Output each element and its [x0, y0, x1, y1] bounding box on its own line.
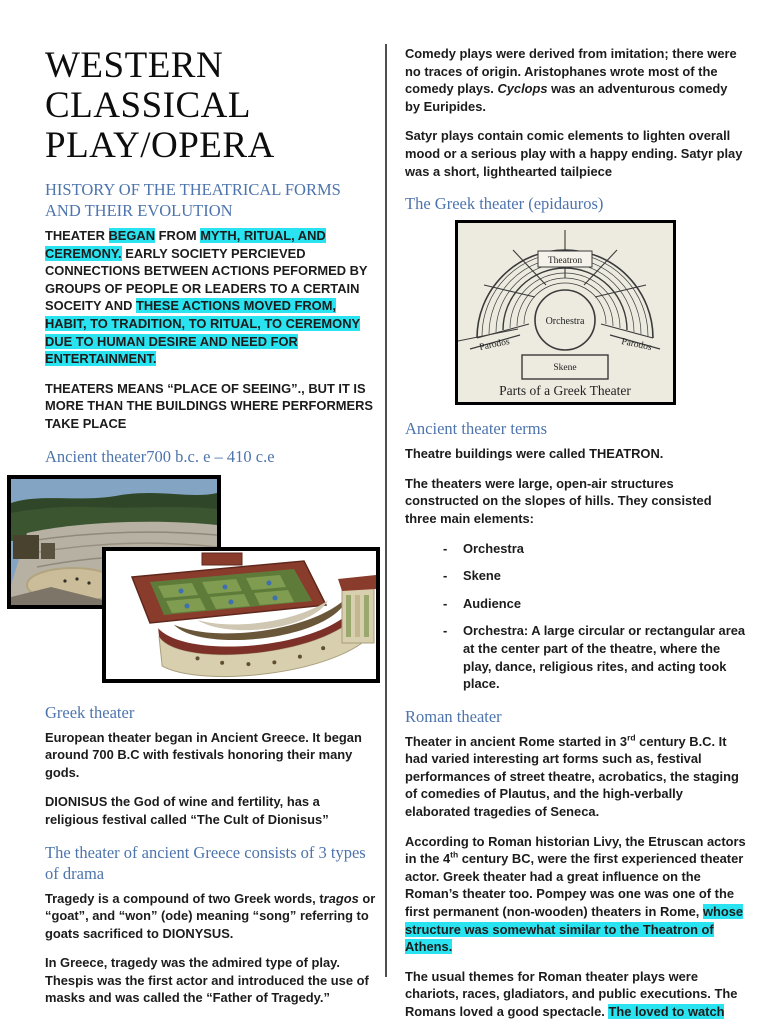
left-column-blocks — [45, 179, 377, 1007]
text-run: Tragedy is a compound of two Greek words, t — [45, 890, 324, 906]
text-run: or “goat”, and “won” (ode) meaning “song” referring to goats sacrificed to DIONYSUS. — [45, 890, 376, 941]
highlighted-text: BEGAN — [108, 228, 156, 243]
text-run: Theatre buildings were called THEATRON. — [405, 446, 664, 462]
diagram-label-orchestra: Orchestra — [545, 316, 585, 328]
roman-theater-3d-model — [102, 547, 380, 683]
paragraph-theater-began — [45, 227, 377, 368]
elements-list — [405, 540, 746, 693]
text-run: The theaters were large, open-air structures constructed on the slopes of hills. They consisted three main elements: — [405, 475, 712, 526]
paragraph-theaters-means — [45, 380, 377, 433]
heading-three-types-drama: The theater of ancient Greece consists of 3 types of drama — [45, 842, 366, 883]
left-column — [45, 46, 377, 1019]
text-run: Comedy plays were derived from imitation; there were no traces of origin. Aristophanes wrote most of the comedy plays. — [405, 46, 737, 97]
heading-history: HISTORY OF THE THEATRICAL FORMS AND THEIR EVOLUTION — [45, 180, 341, 220]
text-run: The usual themes for Roman theater plays were chariots, races, gladiators, and public executions. The Romans loved a good spectacle. — [405, 968, 738, 1019]
paragraph-rome-started — [405, 733, 746, 821]
paragraph-european-theater — [45, 729, 377, 782]
text-run: THEATER — [45, 228, 109, 243]
dash-bullet-icon: - — [443, 623, 448, 639]
roman-theater-3d-art — [106, 551, 376, 679]
paragraph-usual-themes — [405, 968, 746, 1021]
text-run: Theater in ancient Rome started in 3 — [405, 733, 628, 749]
diagram-label-parodos-right: Parodos — [620, 337, 653, 354]
diagram-caption: Parts of a Greek Theater — [499, 383, 631, 399]
highlighted-text: THESE ACTIONS MOVED FROM, HABIT, TO TRADITION, TO RITUAL, TO CEREMONY DUE TO HUMAN DESIRE AND NEED FOR ENTERTAINMENT. — [45, 298, 361, 367]
text-run: was an adventurous comedy by Euripides. — [405, 81, 728, 114]
bullet-text: Orchestra — [463, 540, 524, 556]
paragraph-thespis — [45, 954, 377, 1007]
dash-bullet-icon: - — [443, 595, 448, 611]
bullet-item — [443, 595, 746, 613]
diagram-label-theatron: Theatron — [547, 256, 583, 267]
text-run: DIONISUS the God of wine and fertility, has a religious festival called “The Cult of Dionisus” — [45, 794, 329, 827]
text-run: THEATERS MEANS “PLACE OF SEEING”., BUT IT IS MORE THAN THE BUILDINGS WHERE PERFORMERS TAKE PLACE — [45, 380, 373, 431]
highlighted-text: The loved to watch — [608, 1004, 725, 1019]
heading-ancient-theater: Ancient theater700 b.c. e – 410 c.e — [45, 446, 275, 466]
paragraph-comedy-plays — [405, 45, 746, 115]
paragraph-satyr-plays — [405, 127, 746, 180]
text-run: rd — [627, 732, 636, 743]
document-title: WESTERN CLASSICAL PLAY/OPERA — [45, 45, 275, 166]
bullet-text: Skene — [463, 568, 501, 584]
heading-roman-theater: Roman theater — [405, 706, 502, 726]
highlighted-text: whose structure was somewhat similar to the Theatron of Athens. — [405, 904, 744, 955]
paragraph-dionisus — [45, 793, 377, 828]
bullet-item — [443, 622, 746, 692]
ancient-theater-images — [45, 475, 377, 689]
bullet-item — [443, 567, 746, 585]
bullet-item — [443, 540, 746, 558]
text-run: EARLY SOCIETY PERCIEVED CONNECTIONS BETWEEN ACTIONS PEFORMED BY GROUPS OF PEOPLE OR LEADERS TO A CERTAIN SOCEITY AND — [45, 245, 368, 314]
dash-bullet-icon: - — [443, 540, 448, 556]
heading-ancient-theater-terms: Ancient theater terms — [405, 419, 548, 439]
text-run: European theater began in Ancient Greece. It began around 700 B.C with festivals honoring their many gods. — [45, 729, 362, 780]
text-run: ragos — [323, 890, 359, 906]
dash-bullet-icon: - — [443, 568, 448, 584]
heading-greek-theater: Greek theater — [45, 702, 135, 722]
heading-greek-theater-epidauros: The Greek theater (epidauros) — [405, 194, 604, 214]
paragraph-open-air — [405, 475, 746, 528]
bullet-text: Audience — [463, 595, 522, 611]
right-column — [405, 45, 746, 1024]
text-run: FROM — [155, 228, 201, 243]
column-divider — [385, 44, 387, 977]
highlighted-text: MYTH, RITUAL, AND CEREMONY. — [45, 228, 326, 261]
diagram-label-skene: Skene — [553, 363, 577, 374]
text-run: century BC, were the first experienced theater actor. Greek theater had a great influence on the Roman’s theater too. Pompey was one was one of the first permanent (non-wooden) theaters in Rome, — [405, 851, 744, 920]
paragraph-theatron — [405, 445, 746, 463]
greek-theater-diagram — [455, 220, 676, 405]
text-run: century B.C. It had varied interesting art forms such as, festival performances of street theatre, acrobatics, the staging of comedies of Plautus, and the high-verbally elaborated tragedies of Seneca. — [405, 733, 739, 820]
text-run: According to Roman historian Livy, the Etruscan actors in the 4 — [405, 833, 746, 867]
bullet-text: Orchestra: A large circular or rectangular area at the center part of the theatre, where the play, dance, religious rites, and acting took place. — [463, 623, 746, 692]
greek-theater-plan-art — [458, 223, 673, 402]
text-run: Satyr plays contain comic elements to lighten overall mood or a serious play with a happy ending. Satyr play was a short, lighthearted tailpiece — [405, 128, 743, 179]
text-run: th — [450, 849, 459, 860]
text-run: Cyclops — [497, 81, 548, 97]
diagram-label-parodos-left: Parodos — [478, 337, 511, 354]
paragraph-livy — [405, 833, 746, 956]
right-column-blocks — [405, 45, 746, 1021]
text-run: In Greece, tragedy was the admired type of play. Thespis was the first actor and introduced the use of masks and was called the “Father of Tragedy.” — [45, 955, 369, 1006]
paragraph-tragedy — [45, 890, 377, 943]
